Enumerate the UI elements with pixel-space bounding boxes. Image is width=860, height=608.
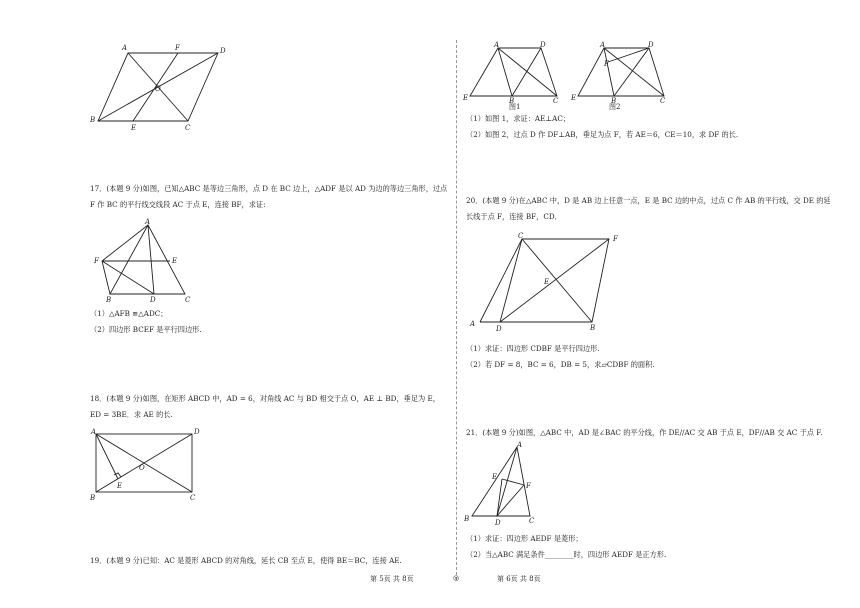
figure-q21 <box>462 440 552 526</box>
fig1-label-c: C <box>553 97 559 105</box>
q19-part2: （2）如图 2，过点 D 作 DF⊥AB，垂足为点 F，若 AE＝6，CE＝10，求 DF 的长. <box>466 130 739 139</box>
fig2-label-e: E <box>571 94 577 102</box>
q21-label-b: B <box>464 515 470 523</box>
footer-center-mark: ◎ <box>453 574 460 582</box>
q17-part2: （2）四边形 BCEF 是平行四边形. <box>90 325 202 334</box>
fig2-label-b: B <box>611 97 617 105</box>
q17-line2: F 作 BC 的平行线交线段 AC 于点 E，连接 BF，求证: <box>90 200 266 209</box>
q21-line1: 21．(本题 9 分)如图，△ABC 中，AD 是∠BAC 的平分线，作 DE//AC 交 AB 于点 E，DF//AB 交 AC 于点 F. <box>466 428 823 437</box>
q21-label-d: D <box>495 519 501 527</box>
fig2-caption: 图2 <box>609 103 621 111</box>
q21-part1: （1）求证：四边形 AEDF 是菱形； <box>466 534 583 543</box>
q18-label-d: D <box>194 428 200 436</box>
q21-label-c: C <box>529 517 535 525</box>
fig16-label-o: O <box>155 85 161 93</box>
fig2-label-d: D <box>648 41 654 49</box>
figure-q18-rectangle <box>88 426 206 502</box>
q17-part1: （1）△AFB ≌△ADC； <box>90 309 168 318</box>
footer-right-page-number: 第 6页 共 8页 <box>497 575 541 583</box>
q18-label-a: A <box>91 428 97 436</box>
fig16-label-d: D <box>220 47 226 55</box>
figure-q19-fig2 <box>568 38 678 110</box>
q18-line1: 18．(本题 9 分)如图，在矩形 ABCD 中，AD = 6，对角线 AC 与 BD 相交于点 O，AE ⊥ BD，垂足为 E， <box>90 394 440 403</box>
fig1-label-b: B <box>509 97 515 105</box>
fig2-label-c: C <box>660 97 666 105</box>
q20-label-b: B <box>590 324 596 332</box>
fig2-label-a: A <box>600 41 606 49</box>
footer-left-page-number: 第 5页 共 8页 <box>370 575 414 583</box>
fig1-label-a: A <box>494 41 500 49</box>
fig1-caption: 图1 <box>509 103 521 111</box>
fig16-label-f: F <box>175 44 180 52</box>
fig2-label-f: F <box>604 60 609 68</box>
fig1-label-d: D <box>540 41 546 49</box>
figure-parallelogram-abcd <box>85 40 235 130</box>
q20-label-d: D <box>496 325 502 333</box>
q17-label-d: D <box>150 296 156 304</box>
q21-label-f: F <box>526 482 531 490</box>
q21-label-a: A <box>517 441 523 449</box>
q20-label-a: A <box>470 320 476 328</box>
figure-q20 <box>464 230 634 334</box>
q17-label-f: F <box>94 257 99 265</box>
fig16-label-a: A <box>122 44 128 52</box>
q20-part1: （1）求证：四边形 CDBF 是平行四边形. <box>466 344 600 353</box>
q21-label-e: E <box>492 473 498 481</box>
q20-part2: （2）若 DF = 8，BC = 6，DB = 5，求▱CDBF 的面积. <box>466 360 655 369</box>
q21-part2: （2）当△ABC 满足条件________时，四边形 AEDF 是正方形. <box>466 550 667 559</box>
fig16-label-e: E <box>131 124 137 132</box>
q17-label-e: E <box>172 257 178 265</box>
q17-line1: 17．(本题 9 分)如图，已知△ABC 是等边三角形，点 D 在 BC 边上，△ADF 是以 AD 为边的等边三角形，过点 <box>90 184 448 193</box>
q18-line2: ED = 3BE．求 AE 的长. <box>90 410 173 419</box>
q17-label-a: A <box>145 218 151 226</box>
q18-label-e: E <box>117 482 123 490</box>
fig16-label-c: C <box>185 124 191 132</box>
q17-label-b: B <box>106 296 112 304</box>
q18-label-b: B <box>90 494 96 502</box>
q20-line2: 长线于点 F，连接 BF，CD． <box>466 212 562 221</box>
q17-label-c: C <box>185 296 191 304</box>
fig16-label-b: B <box>90 116 96 124</box>
q20-label-e: E <box>544 278 550 286</box>
q19-line1: 19．(本题 9 分)已知：AC 是菱形 ABCD 的对角线，延长 CB 至点 E，使得 BE＝BC，连接 AE. <box>90 556 402 565</box>
q18-label-c: C <box>190 494 196 502</box>
q19-part1: （1）如图 1，求证：AE⊥AC； <box>466 114 571 123</box>
q20-label-c: C <box>518 232 524 240</box>
q18-label-o: O <box>139 464 145 472</box>
figure-q19-fig1 <box>462 38 572 110</box>
q20-label-f: F <box>613 235 618 243</box>
figure-q17 <box>90 218 200 304</box>
fig1-label-e: E <box>463 94 469 102</box>
q20-line1: 20．(本题 9 分)在△ABC 中，D 是 AB 边上任意一点，E 是 BC 边的中点，过点 C 作 AB 的平行线，交 DE 的延 <box>466 196 831 205</box>
page-divider <box>456 40 457 580</box>
